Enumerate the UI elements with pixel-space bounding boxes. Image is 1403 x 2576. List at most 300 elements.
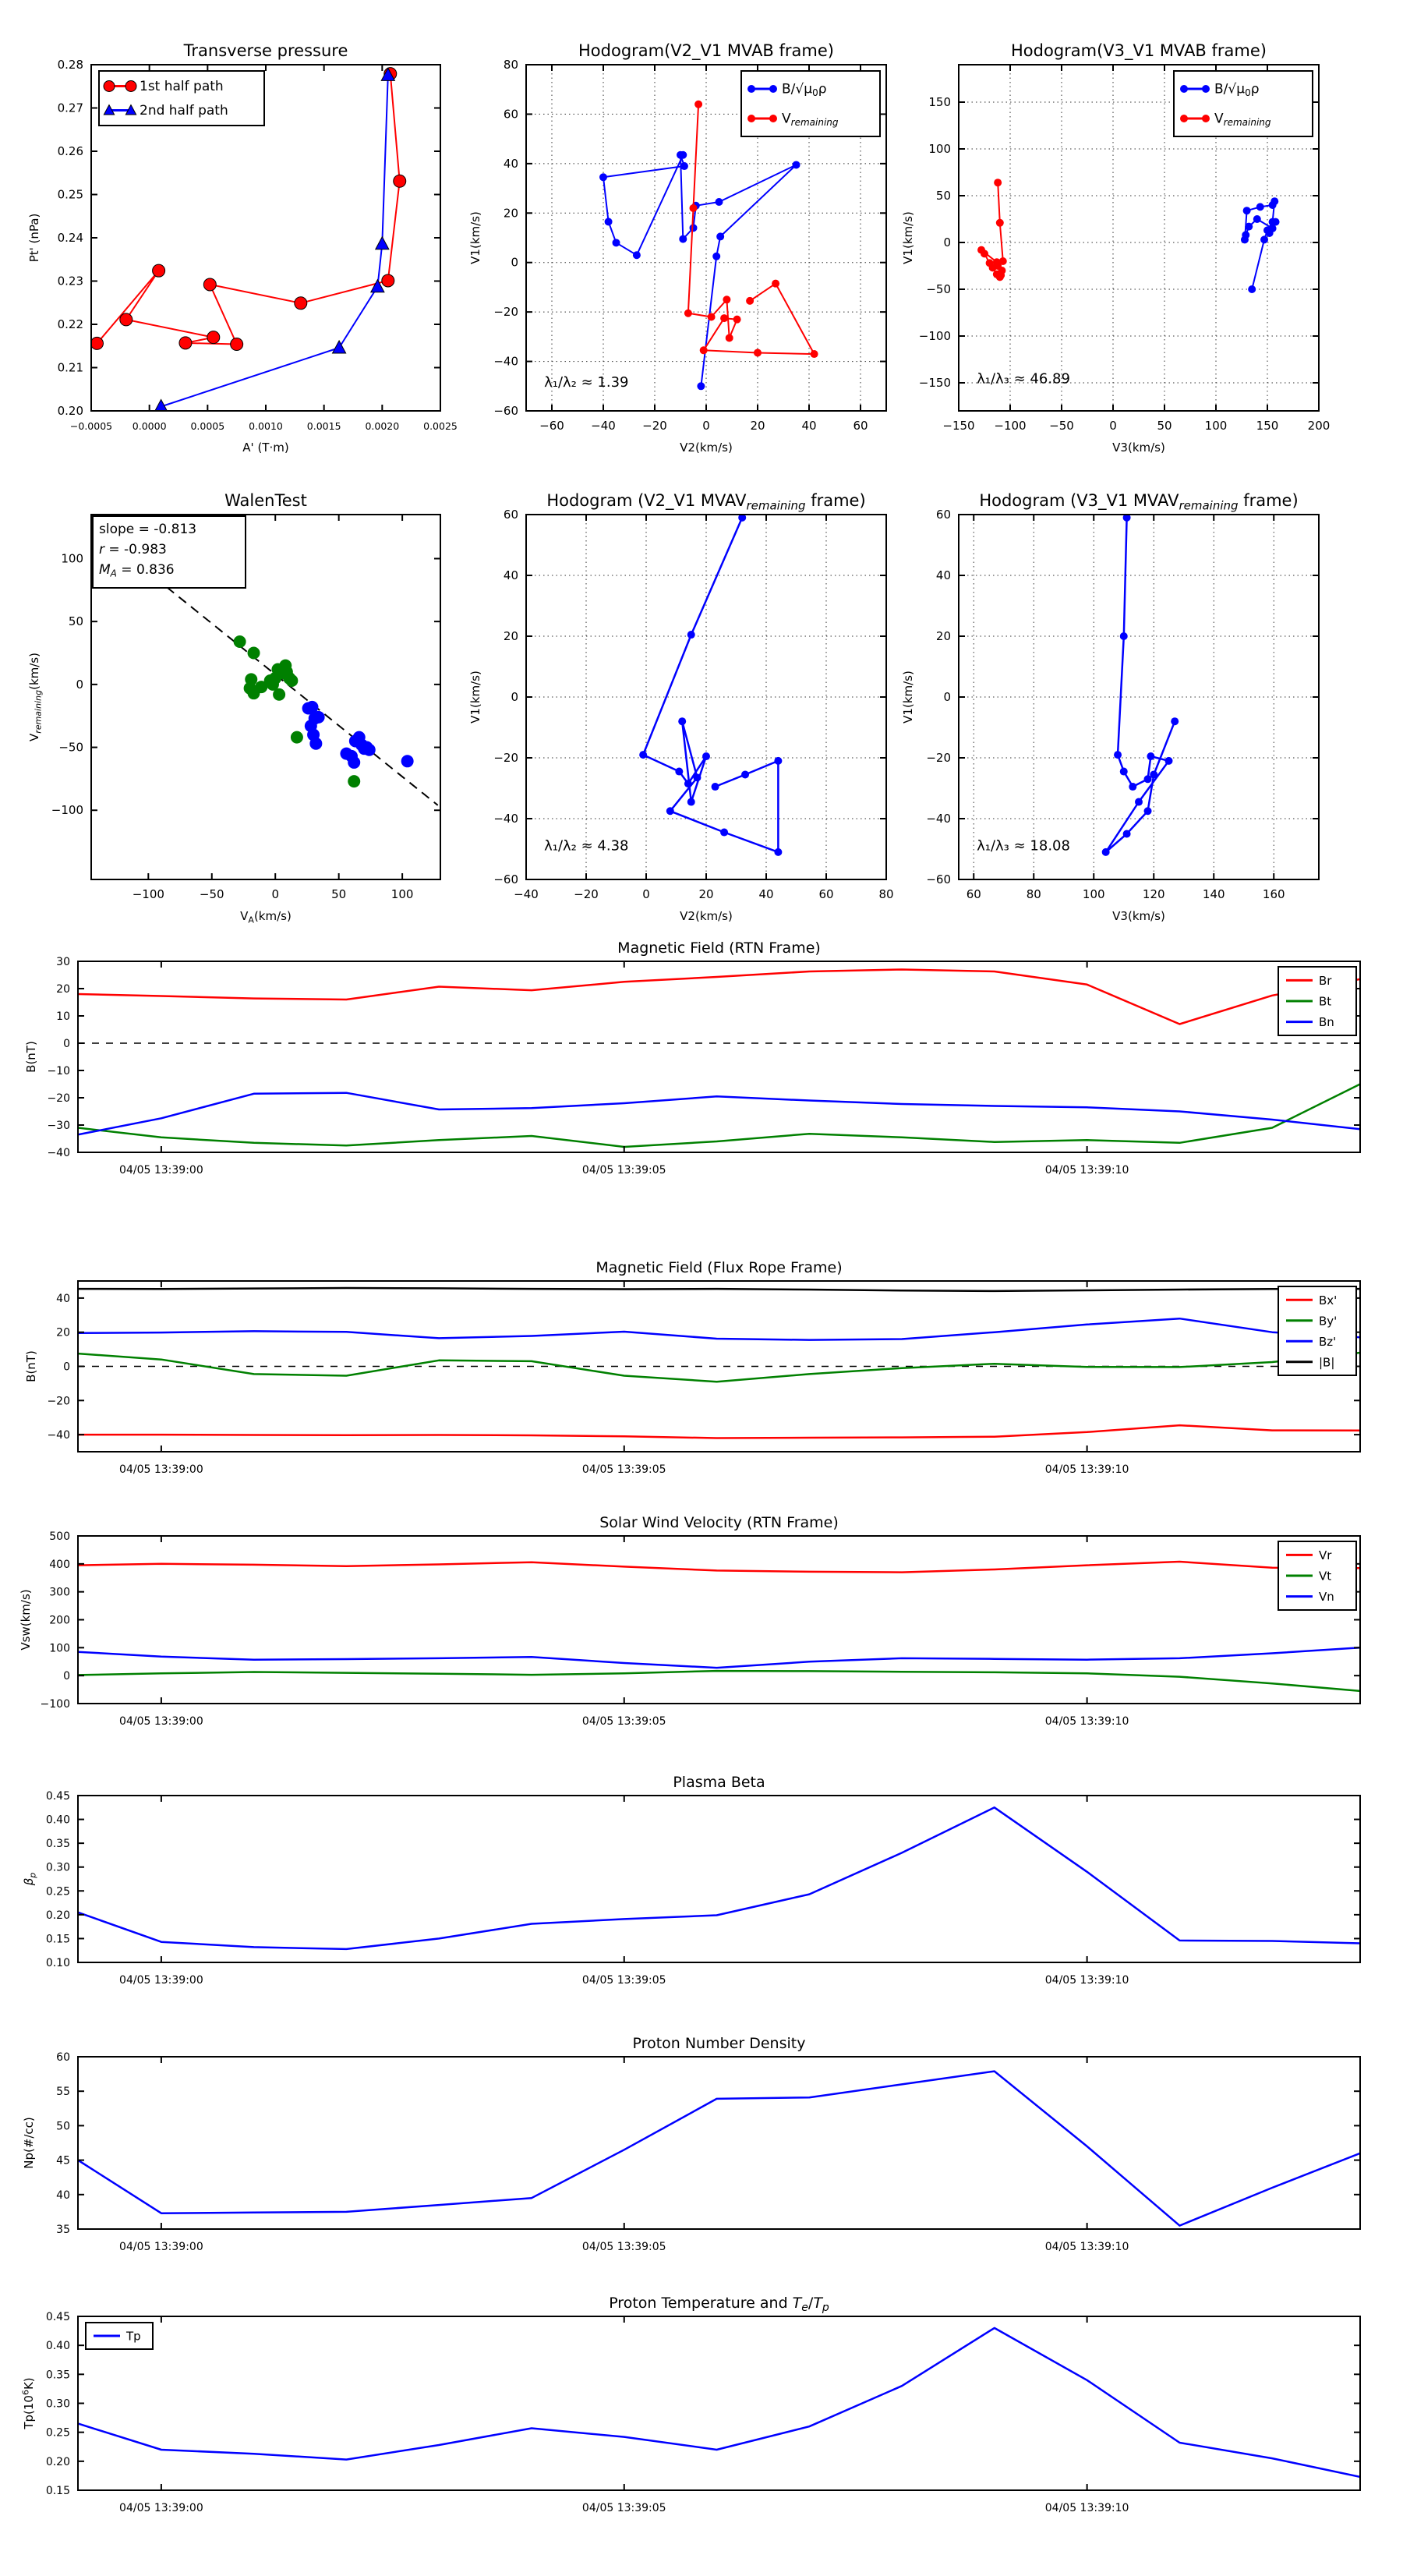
ticks: [78, 961, 1360, 1152]
marker-circle: [153, 264, 165, 277]
y-tick-label: 0: [511, 690, 518, 704]
x-tick-label: 04/05 13:39:10: [1044, 1715, 1129, 1728]
hodogram-v3v1-mvab-series-B-sqrt-mu0rho: [1245, 201, 1276, 289]
mag-rtn-series-Br: [78, 970, 1360, 1024]
x-tick-label: −50: [199, 887, 224, 901]
series-group: [1102, 514, 1179, 856]
y-axis-label: $Tp(10^6K)$: [20, 2377, 36, 2429]
marker-dot: [708, 313, 716, 320]
marker-dot: [726, 334, 733, 341]
x-tick-label: 50: [331, 887, 347, 901]
marker-circle: [295, 297, 307, 310]
series-group: [78, 2072, 1360, 2226]
y-axis-label: V1(km/s): [468, 671, 482, 724]
x-tick-label: 04/05 13:39:00: [119, 1974, 203, 1987]
tp-series-Tp: [78, 2328, 1360, 2477]
x-tick-label: 04/05 13:39:10: [1044, 1463, 1129, 1476]
marker-dot: [997, 271, 1005, 279]
marker-dot: [1120, 632, 1128, 640]
x-tick-label: −50: [1049, 419, 1074, 433]
legend-label: Bz': [1319, 1334, 1337, 1349]
y-axis-label: V1(km/s): [901, 211, 915, 264]
x-tick-label: 0.0000: [132, 420, 167, 432]
mag-fluxrope-legend: [1278, 1286, 1356, 1375]
x-tick-label: 60: [853, 419, 868, 433]
y-tick-label: 0.45: [45, 1790, 70, 1803]
hodogram-v2v1-mvab-series-V-remaining: [688, 104, 815, 354]
legend-label: Br: [1319, 973, 1332, 988]
legend-sample-marker: [747, 115, 755, 122]
panel-title: Hodogram(V3_V1 MVAB frame): [1011, 41, 1267, 60]
y-tick-label: −20: [926, 751, 951, 765]
y-tick-label: 0.20: [45, 1909, 70, 1922]
x-tick-label: 04/05 13:39:00: [119, 1164, 203, 1177]
marker-dot: [1135, 798, 1143, 806]
y-tick-label: −50: [926, 282, 951, 296]
x-tick-label: 0.0020: [365, 420, 400, 432]
y-tick-label: 300: [49, 1586, 70, 1599]
marker-dot: [774, 757, 782, 765]
marker-circle: [179, 337, 192, 349]
x-tick-label: 160: [1262, 887, 1285, 901]
x-tick-label: 140: [1202, 887, 1225, 901]
legend-sample-marker: [125, 81, 136, 92]
y-tick-label: 0.20: [45, 2455, 70, 2468]
y-tick-label: 0.28: [57, 58, 83, 72]
marker-dot: [733, 316, 741, 324]
x-tick-label: 0: [1109, 419, 1117, 433]
y-tick-label: 0: [511, 255, 518, 270]
x-tick-label: 50: [1157, 419, 1172, 433]
vsw-series-Vt: [78, 1671, 1360, 1691]
x-tick-label: 100: [391, 887, 414, 901]
legend-label: $B/√\mu_0\rho$: [1214, 81, 1260, 99]
x-tick-label: 04/05 13:39:10: [1044, 2502, 1129, 2514]
marker-dot: [994, 262, 1002, 270]
hodogram-v2v1-mvab-markers-B-sqrt-mu0rho: [599, 151, 800, 391]
x-tick-label: 04/05 13:39:10: [1044, 2241, 1129, 2253]
legend-sample-marker: [104, 81, 115, 92]
y-tick-label: −20: [47, 1395, 70, 1408]
y-tick-label: 40: [503, 156, 518, 171]
y-tick-label: 30: [56, 956, 70, 968]
x-tick-label: 04/05 13:39:05: [581, 1715, 666, 1728]
x-tick-label: 60: [818, 887, 834, 901]
panel-title: Hodogram (V3_V1 $MVAV_{remaining}$ frame): [979, 491, 1299, 513]
y-tick-label: 0: [63, 1670, 70, 1683]
mag-fluxrope-series-B-magnitude: [78, 1288, 1360, 1291]
y-tick-label: 0.27: [57, 101, 83, 115]
y-tick-label: 40: [56, 1292, 70, 1305]
marker-dot: [599, 173, 607, 181]
y-tick-label: −20: [493, 751, 518, 765]
y-tick-label: 50: [56, 2120, 70, 2133]
x-tick-label: −100: [132, 887, 164, 901]
y-tick-label: 20: [56, 1326, 70, 1339]
panel-mag-fluxrope: [24, 1259, 1360, 1476]
marker-dot: [613, 239, 620, 246]
x-tick-label: −100: [994, 419, 1027, 433]
y-tick-label: 20: [503, 629, 518, 643]
y-tick-label: 0.21: [57, 360, 83, 375]
marker-dot: [1102, 848, 1110, 856]
y-tick-label: 500: [49, 1530, 70, 1543]
mag-fluxrope-series-Bx-prime: [78, 1425, 1360, 1438]
y-tick-label: 0.24: [57, 231, 83, 245]
y-tick-label: 10: [56, 1010, 70, 1023]
y-tick-label: 0: [943, 235, 951, 249]
y-tick-label: 100: [49, 1642, 70, 1655]
y-axis-label: B(nT): [24, 1041, 38, 1073]
marker-dot: [690, 204, 698, 212]
series-group: [78, 1807, 1360, 1949]
marker-circle: [394, 175, 406, 187]
marker-dot: [1120, 768, 1128, 776]
y-tick-label: 50: [68, 614, 83, 629]
x-tick-label: −0.0005: [69, 420, 113, 432]
panel-title: Proton Number Density: [632, 2035, 806, 2052]
marker-dot: [981, 249, 988, 257]
hodogram-v3v1-mvab-markers-V-remaining: [977, 179, 1007, 281]
y-tick-label: 0.25: [45, 1885, 70, 1898]
x-tick-label: 20: [698, 887, 714, 901]
hodogram-v2v1-mvab-legend: [741, 71, 880, 136]
y-tick-label: 40: [935, 568, 951, 582]
marker-dot: [605, 218, 613, 225]
y-axis-label: Np(#/cc): [22, 2117, 36, 2169]
marker-dot: [1123, 830, 1131, 838]
legend-label: 1st half path: [140, 79, 224, 94]
y-tick-label: 0.25: [45, 2426, 70, 2440]
marker-dot: [694, 101, 702, 108]
walen-test-markers-scatter-blue: [302, 701, 414, 769]
marker-dot: [1144, 807, 1152, 815]
marker-dot: [680, 162, 688, 170]
y-tick-label: −40: [926, 812, 951, 826]
marker-dot: [741, 770, 749, 778]
x-tick-label: 04/05 13:39:05: [581, 2502, 666, 2514]
y-tick-label: 0.25: [57, 187, 83, 202]
y-tick-label: 60: [935, 508, 951, 522]
ticks: [78, 1536, 1360, 1704]
y-tick-label: 0: [63, 1038, 70, 1050]
series-group: [639, 514, 782, 856]
marker-dot: [720, 314, 728, 322]
marker-dot: [291, 731, 303, 744]
info-box-line: slope = -0.813: [99, 522, 197, 537]
x-axis-label: V2(km/s): [680, 909, 733, 923]
x-tick-label: 80: [878, 887, 894, 901]
annotation: λ₁/λ₂ ≈ 4.38: [544, 837, 629, 855]
legend-label: $B/√\mu_0\rho$: [782, 81, 827, 99]
marker-dot: [1242, 231, 1249, 239]
marker-dot: [716, 232, 724, 240]
y-tick-label: 100: [928, 142, 951, 156]
marker-triangle: [376, 237, 389, 249]
y-tick-label: 60: [56, 2051, 70, 2064]
y-axis-label: V1(km/s): [468, 211, 482, 264]
y-tick-label: 0.30: [45, 2397, 70, 2411]
y-tick-label: 0.40: [45, 2340, 70, 2353]
marker-dot: [793, 161, 800, 168]
legend-label: Bx': [1319, 1293, 1338, 1307]
marker-dot: [348, 756, 360, 769]
panel-walen-test: [27, 491, 440, 925]
legend-sample-marker: [769, 115, 777, 122]
panel-title: Magnetic Field (Flux Rope Frame): [595, 1259, 843, 1276]
x-tick-label: −40: [591, 419, 616, 433]
hodogram-v2v1-mvab-series-B-sqrt-mu0rho: [603, 155, 797, 387]
x-tick-label: 100: [1204, 419, 1228, 433]
y-tick-label: −40: [493, 812, 518, 826]
marker-dot: [1253, 215, 1261, 223]
marker-circle: [203, 278, 216, 291]
y-tick-label: 150: [928, 95, 951, 109]
hodogram-v2v1-mvab-markers-V-remaining: [684, 101, 818, 358]
marker-circle: [231, 338, 243, 351]
marker-dot: [690, 224, 698, 232]
marker-dot: [285, 674, 298, 687]
hodogram-v3v1-mvab-legend: [1174, 71, 1313, 136]
x-axis-label: V3(km/s): [1112, 441, 1165, 455]
y-tick-label: 55: [56, 2086, 70, 2099]
x-tick-label: 0.0005: [190, 420, 225, 432]
marker-dot: [996, 219, 1004, 227]
marker-dot: [687, 631, 695, 639]
legend-label: By': [1319, 1314, 1338, 1329]
mag-fluxrope-series-Bz-prime: [78, 1318, 1360, 1339]
y-tick-label: 45: [56, 2154, 70, 2167]
y-tick-label: 20: [56, 983, 70, 996]
panel-hodogram-v2v1-mvav: [468, 491, 894, 923]
x-tick-label: 0.0025: [423, 420, 458, 432]
marker-dot: [1114, 751, 1122, 759]
marker-dot: [1243, 207, 1251, 214]
y-tick-label: 0.22: [57, 317, 83, 331]
axes-spines: [78, 2316, 1360, 2490]
x-tick-label: 04/05 13:39:00: [119, 1463, 203, 1476]
x-tick-label: 04/05 13:39:05: [581, 2241, 666, 2253]
y-tick-label: 200: [49, 1614, 70, 1627]
legend-label: 2nd half path: [140, 103, 228, 119]
mag-rtn-legend: [1278, 967, 1356, 1035]
panel-title: Magnetic Field (RTN Frame): [617, 939, 821, 957]
marker-dot: [363, 744, 376, 756]
hodogram-v2v1-mvav-markers-V-remaining-path: [639, 514, 782, 856]
marker-dot: [774, 848, 782, 856]
y-tick-label: 0: [943, 690, 951, 704]
series-group: [78, 2328, 1360, 2477]
x-tick-label: 04/05 13:39:00: [119, 2502, 203, 2514]
panel-title: WalenTest: [224, 491, 307, 510]
x-tick-label: 200: [1307, 419, 1331, 433]
panel-vsw: [19, 1514, 1360, 1728]
x-tick-label: 04/05 13:39:00: [119, 2241, 203, 2253]
x-tick-label: 04/05 13:39:05: [581, 1463, 666, 1476]
marker-circle: [207, 331, 220, 344]
info-box-line: $M_A = 0.836$: [99, 562, 175, 579]
marker-dot: [700, 346, 708, 354]
panel-hodogram-v3v1-mvab: [901, 41, 1330, 455]
marker-dot: [1248, 285, 1256, 293]
x-tick-label: 04/05 13:39:00: [119, 1715, 203, 1728]
marker-dot: [675, 768, 683, 776]
marker-dot: [1269, 201, 1277, 209]
marker-dot: [754, 349, 762, 356]
y-tick-label: −50: [58, 740, 83, 755]
marker-dot: [679, 235, 687, 243]
marker-dot: [666, 807, 674, 815]
y-tick-label: 0.45: [45, 2311, 70, 2323]
marker-dot: [633, 251, 641, 259]
axes-spines: [78, 1536, 1360, 1704]
y-tick-label: −100: [51, 803, 83, 818]
marker-circle: [120, 313, 133, 326]
x-axis-label: V2(km/s): [680, 441, 733, 455]
panel-mag-rtn: [24, 939, 1360, 1177]
x-tick-label: 04/05 13:39:05: [581, 1164, 666, 1177]
y-axis-label: $V_{remaining}(km/s)$: [27, 653, 44, 741]
y-tick-label: 40: [503, 568, 518, 582]
y-tick-label: 0.35: [45, 2369, 70, 2382]
marker-dot: [1147, 752, 1154, 760]
y-axis-label: B(nT): [24, 1350, 38, 1382]
y-tick-label: −60: [493, 404, 518, 418]
x-tick-label: 0: [271, 887, 279, 901]
y-tick-label: 0.10: [45, 1957, 70, 1969]
marker-dot: [1129, 783, 1136, 791]
y-tick-label: −20: [47, 1092, 70, 1105]
x-tick-label: 120: [1142, 887, 1165, 901]
y-tick-label: 60: [503, 508, 518, 522]
marker-dot: [273, 688, 285, 701]
legend-label: Bt: [1319, 994, 1332, 1009]
legend-sample-marker: [747, 85, 755, 93]
x-tick-label: 40: [801, 419, 817, 433]
beta-series-beta-p: [78, 1807, 1360, 1949]
y-tick-label: 0.26: [57, 144, 83, 158]
x-tick-label: 04/05 13:39:10: [1044, 1974, 1129, 1987]
y-tick-label: −10: [47, 1065, 70, 1077]
legend-label: Vt: [1319, 1569, 1332, 1583]
x-tick-label: 100: [1082, 887, 1105, 901]
y-tick-label: 0.40: [45, 1813, 70, 1827]
y-tick-label: −20: [493, 305, 518, 320]
y-tick-label: 0.15: [45, 1933, 70, 1946]
vsw-legend: [1278, 1541, 1356, 1610]
marker-dot: [746, 297, 754, 305]
panel-transverse-pressure: [27, 41, 458, 455]
panel-title: Transverse pressure: [183, 41, 348, 60]
marker-dot: [712, 783, 719, 791]
axes-spines: [78, 2057, 1360, 2229]
marker-dot: [684, 310, 692, 317]
y-tick-label: 0: [63, 1361, 70, 1374]
hodogram-v3v1-mvav-markers-V-remaining-path: [1102, 514, 1179, 856]
y-tick-label: 20: [503, 206, 518, 221]
legend-label: Bn: [1319, 1015, 1334, 1030]
legend-sample-marker: [1180, 115, 1188, 122]
y-tick-label: 20: [935, 629, 951, 643]
x-tick-label: −60: [539, 419, 564, 433]
panel-hodogram-v3v1-mvav: [901, 491, 1319, 923]
legend-sample-marker: [769, 85, 777, 93]
legend-label: Vn: [1319, 1590, 1334, 1605]
y-axis-label: V1(km/s): [901, 671, 915, 724]
panel-title: Solar Wind Velocity (RTN Frame): [599, 1514, 839, 1531]
x-tick-label: 04/05 13:39:10: [1044, 1164, 1129, 1177]
marker-dot: [234, 635, 246, 648]
panel-title: Hodogram (V2_V1 $MVAV_{remaining}$ frame): [546, 491, 866, 513]
marker-dot: [811, 350, 818, 358]
panel-title: Proton Temperature and $T_e/T_p$: [609, 2295, 829, 2315]
np-series-Np: [78, 2072, 1360, 2226]
y-tick-label: 60: [503, 107, 518, 122]
marker-dot: [723, 295, 730, 303]
marker-dot: [401, 755, 414, 767]
y-tick-label: 0.30: [45, 1861, 70, 1874]
y-axis-label: Vsw(km/s): [19, 1589, 33, 1651]
y-tick-label: −30: [47, 1120, 70, 1132]
marker-dot: [309, 738, 322, 750]
y-tick-label: 40: [56, 2189, 70, 2202]
y-tick-label: −100: [40, 1698, 70, 1711]
marker-dot: [1266, 229, 1274, 237]
marker-triangle: [333, 341, 346, 353]
legend-label: Tp: [126, 2329, 141, 2344]
x-tick-label: −40: [514, 887, 539, 901]
legend-label: $V_{remaining}$: [1214, 111, 1271, 129]
annotation: λ₁/λ₃ ≈ 46.89: [977, 370, 1070, 387]
y-tick-label: 0.15: [45, 2485, 70, 2497]
x-tick-label: 40: [758, 887, 774, 901]
x-tick-label: 0.0010: [249, 420, 283, 432]
panel-hodogram-v2v1-mvab: [468, 41, 886, 455]
y-tick-label: 100: [61, 551, 83, 566]
panel-np: [22, 2035, 1360, 2253]
x-axis-label: V3(km/s): [1112, 909, 1165, 923]
x-tick-label: −150: [942, 419, 975, 433]
legend-label: $V_{remaining}$: [782, 111, 839, 129]
y-tick-label: −100: [918, 329, 951, 343]
x-axis-label: $V_A(km/s)$: [240, 909, 292, 925]
marker-dot: [772, 280, 779, 288]
y-tick-label: 80: [503, 58, 518, 72]
grid: [959, 515, 1319, 879]
x-tick-label: −20: [574, 887, 599, 901]
panel-beta: [22, 1774, 1360, 1987]
marker-dot: [994, 179, 1002, 186]
y-tick-label: −60: [493, 872, 518, 886]
annotation: λ₁/λ₂ ≈ 1.39: [544, 373, 629, 391]
series-group: [78, 1562, 1360, 1691]
marker-dot: [720, 829, 728, 837]
marker-dot: [248, 647, 260, 660]
mag-rtn-series-Bn: [78, 1093, 1360, 1135]
series-group: [78, 1288, 1360, 1438]
legend-sample-marker: [1202, 85, 1210, 93]
marker-dot: [348, 775, 360, 787]
y-tick-label: −60: [926, 872, 951, 886]
y-axis-label: $\beta_p$: [22, 1872, 38, 1886]
marker-dot: [684, 780, 692, 787]
marker-dot: [702, 752, 710, 760]
info-box-line: r = -0.983: [99, 542, 167, 557]
marker-circle: [382, 274, 394, 287]
marker-dot: [1260, 235, 1268, 243]
hodogram-v2v1-mvav-series-V-remaining-path: [643, 518, 778, 852]
y-tick-label: 0.35: [45, 1838, 70, 1851]
